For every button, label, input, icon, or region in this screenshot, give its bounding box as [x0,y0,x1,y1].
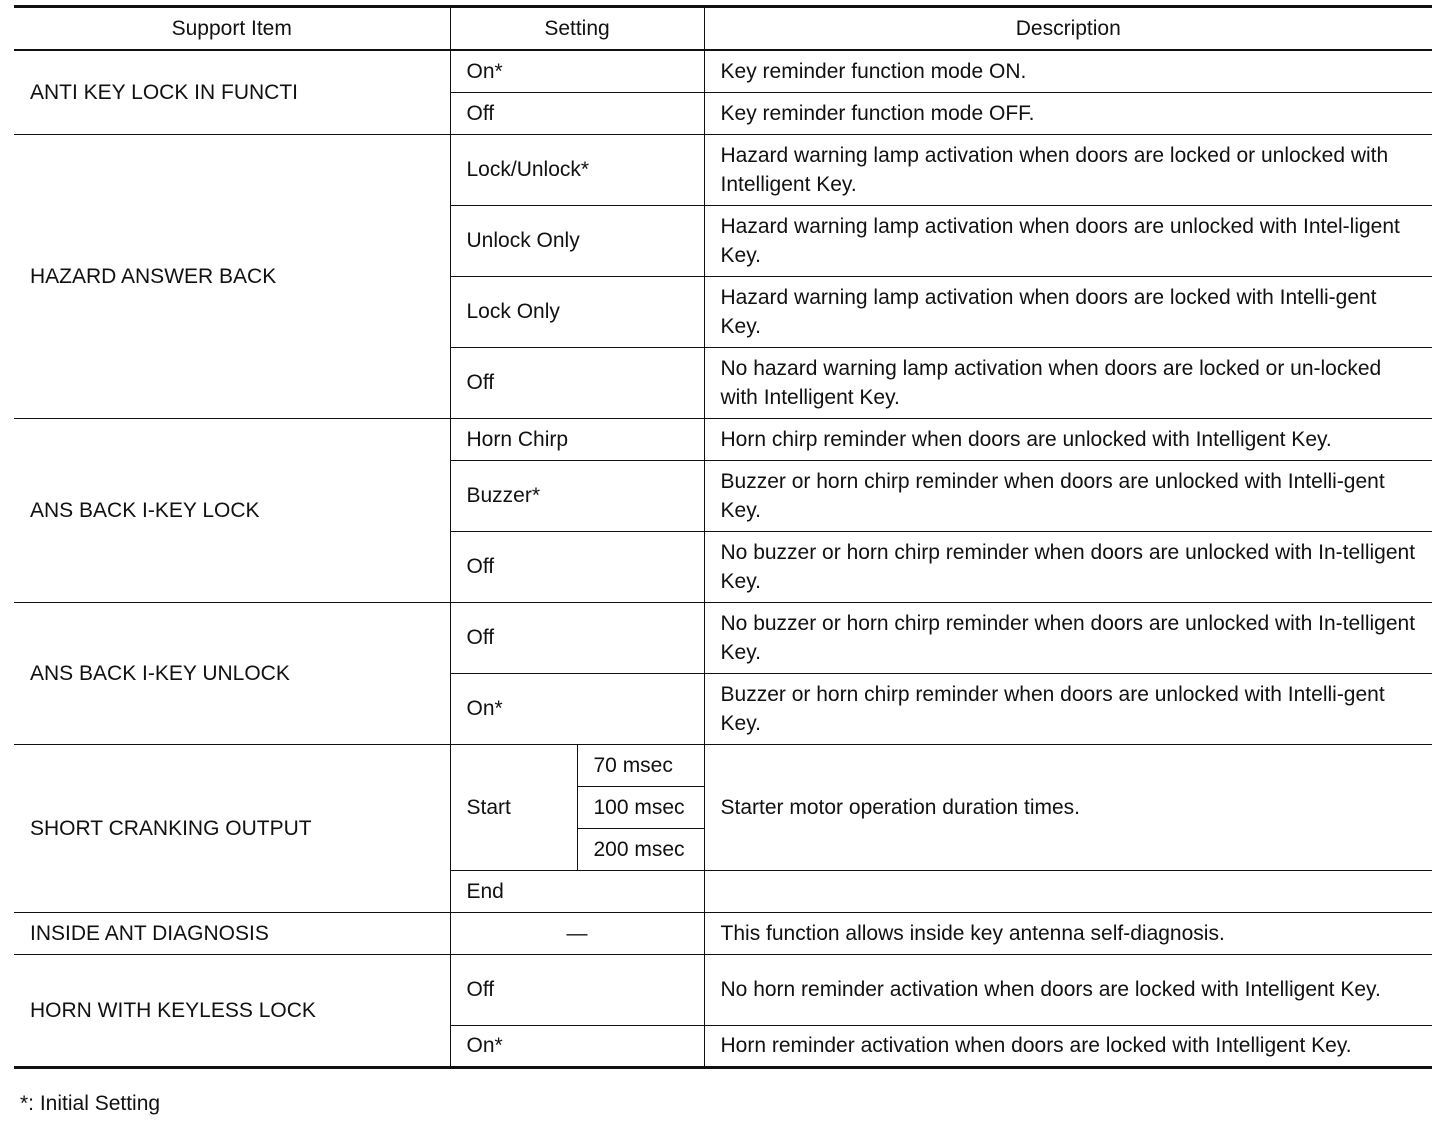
setting-cell: Off [450,347,704,418]
table-row [14,418,1432,460]
setting-cell: Start [450,744,577,870]
table-row [14,50,1432,92]
setting-cell: Off [450,531,704,602]
description-cell: Key reminder function mode ON. [704,50,1432,92]
support-item-cell: ANS BACK I-KEY UNLOCK [14,602,450,744]
header-support-item: Support Item [14,7,450,51]
setting-cell: On* [450,1025,704,1067]
setting-cell: End [450,870,704,912]
support-items-table-wrapper [14,5,1432,1069]
table-row [14,954,1432,1025]
table-row [14,744,1432,786]
table-row [14,134,1432,205]
support-item-cell: INSIDE ANT DIAGNOSIS [14,912,450,954]
setting-cell: Lock Only [450,276,704,347]
support-item-cell: SHORT CRANKING OUTPUT [14,744,450,912]
support-item-cell: ANTI KEY LOCK IN FUNCTI [14,50,450,134]
footnote: *: Initial Setting [20,1092,161,1115]
sub-setting-cell: 70 msec [577,744,704,786]
description-cell: Horn chirp reminder when doors are unlocked with Intelligent Key. [704,418,1432,460]
description-cell: No hazard warning lamp activation when doors are locked or un-locked with Intelligent Key. [704,347,1432,418]
setting-cell: On* [450,50,704,92]
header-setting: Setting [450,7,704,51]
sub-setting-cell: 100 msec [577,786,704,828]
setting-cell: Lock/Unlock* [450,134,704,205]
description-cell: This function allows inside key antenna self-diagnosis. [704,912,1432,954]
setting-cell: Off [450,602,704,673]
table-row [14,912,1432,954]
description-cell: No buzzer or horn chirp reminder when doors are unlocked with In-telligent Key. [704,602,1432,673]
support-item-cell: HORN WITH KEYLESS LOCK [14,954,450,1067]
support-item-cell: HAZARD ANSWER BACK [14,134,450,418]
setting-cell: — [450,912,704,954]
description-cell: Hazard warning lamp activation when doors are locked with Intelli-gent Key. [704,276,1432,347]
setting-cell: Off [450,954,704,1025]
support-item-cell: ANS BACK I-KEY LOCK [14,418,450,602]
table-row [14,602,1432,673]
description-cell: Key reminder function mode OFF. [704,92,1432,134]
setting-cell: Horn Chirp [450,418,704,460]
support-items-table [14,5,1432,1069]
description-cell: Buzzer or horn chirp reminder when doors are unlocked with Intelli-gent Key. [704,460,1432,531]
header-row [14,7,1432,51]
description-cell [704,870,1432,912]
header-description: Description [704,7,1432,51]
sub-setting-cell: 200 msec [577,828,704,870]
setting-cell: Off [450,92,704,134]
description-cell: No buzzer or horn chirp reminder when doors are unlocked with In-telligent Key. [704,531,1432,602]
setting-cell: Buzzer* [450,460,704,531]
setting-cell: Unlock Only [450,205,704,276]
description-cell: Hazard warning lamp activation when doors are unlocked with Intel-ligent Key. [704,205,1432,276]
setting-cell: On* [450,673,704,744]
description-cell: No horn reminder activation when doors are locked with Intelligent Key. [704,954,1432,1025]
description-cell: Horn reminder activation when doors are locked with Intelligent Key. [704,1025,1432,1067]
description-cell: Starter motor operation duration times. [704,744,1432,870]
description-cell: Buzzer or horn chirp reminder when doors are unlocked with Intelli-gent Key. [704,673,1432,744]
description-cell: Hazard warning lamp activation when doors are locked or unlocked with Intelligent Key. [704,134,1432,205]
